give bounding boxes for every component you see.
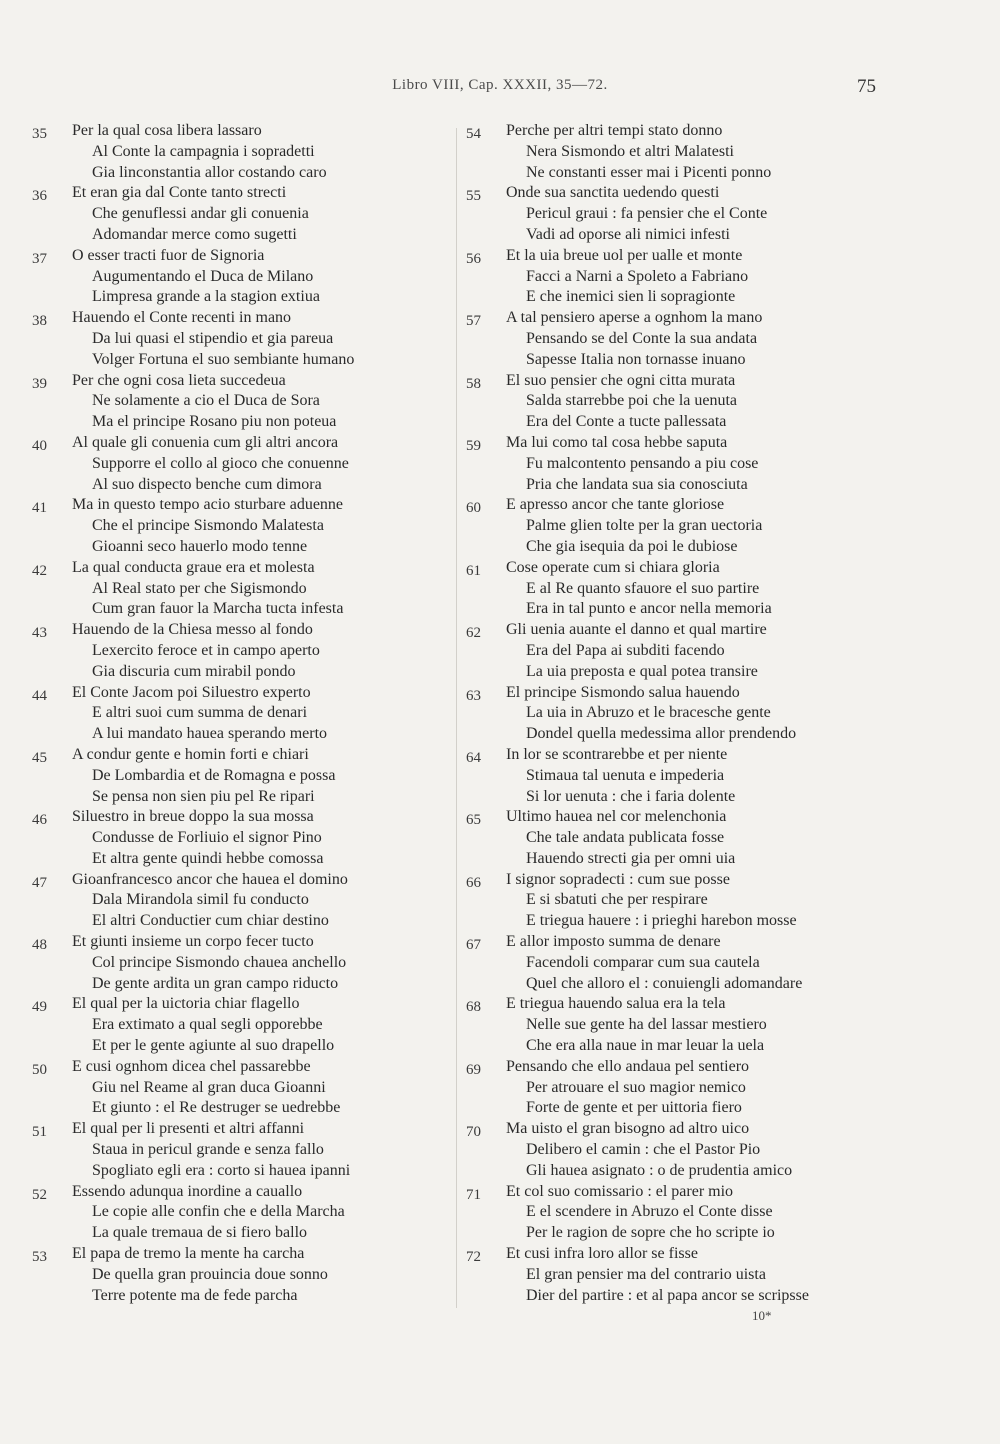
- stanza-number: 45: [32, 749, 47, 766]
- verse-line: Per che ogni cosa lieta succedeua: [72, 371, 286, 389]
- stanza: [32, 371, 452, 433]
- stanza: [466, 308, 906, 370]
- stanza-lines: [72, 433, 452, 495]
- verse-line: Gli hauea asignato : o de prudentia amico: [526, 1161, 793, 1179]
- stanza-number: 52: [32, 1186, 47, 1203]
- verse-line: Hauendo de la Chiesa messo al fondo: [72, 621, 313, 639]
- verse-line: Augumentando el Duca de Milano: [92, 267, 314, 285]
- stanza: [466, 870, 906, 932]
- verse-line: Ma in questo tempo acio sturbare aduenne: [72, 496, 344, 514]
- verse-line: E si sbatuti che per respirare: [526, 891, 708, 909]
- stanza-number: 57: [466, 313, 481, 330]
- verse-line: Ultimo hauea nel cor melenchonia: [506, 808, 727, 826]
- verse-line: Che era alla naue in mar leuar la uela: [526, 1037, 765, 1055]
- stanza-lines: [72, 1182, 452, 1244]
- stanza: [32, 1182, 452, 1244]
- stanza: [32, 683, 452, 745]
- stanza-number: 47: [32, 874, 47, 891]
- verse-line: Era del Papa ai subditi facendo: [526, 641, 725, 659]
- verse-line: Gia linconstantia allor costando caro: [92, 163, 327, 181]
- right-column: [466, 121, 906, 1306]
- verse-line: I signor sopradecti : cum sue posse: [506, 870, 730, 888]
- stanza: [466, 807, 906, 869]
- stanza: [466, 121, 906, 183]
- stanza-lines: [72, 121, 452, 183]
- verse-line: Che tale andata publicata fosse: [526, 829, 725, 847]
- stanza: [32, 246, 452, 308]
- stanza-lines: [506, 683, 906, 745]
- verse-line: In lor se scontrarebbe et per niente: [506, 745, 728, 763]
- stanza: [32, 121, 452, 183]
- stanza-number: 56: [466, 250, 481, 267]
- verse-line: Gia discuria cum mirabil pondo: [92, 662, 296, 680]
- stanza-lines: [72, 870, 452, 932]
- stanza-number: 59: [466, 437, 481, 454]
- stanza-number: 51: [32, 1124, 47, 1141]
- verse-line: Quel che alloro el : conuiengli adomandare: [526, 974, 803, 992]
- stanza: [466, 1244, 906, 1306]
- verse-line: Et eran gia dal Conte tanto strecti: [72, 184, 287, 202]
- verse-line: Gioanfrancesco ancor che hauea el domino: [72, 870, 348, 888]
- verse-line: Pensando che ello andaua pel sentiero: [506, 1057, 750, 1075]
- verse-line: El qual per la uictoria chiar flagello: [72, 995, 300, 1013]
- stanza-number: 70: [466, 1124, 481, 1141]
- verse-line: El gran pensier ma del contrario uista: [526, 1265, 766, 1283]
- verse-line: Lexercito feroce et in campo aperto: [92, 641, 320, 659]
- verse-line: Perche per altri tempi stato donno: [506, 122, 723, 139]
- verse-line: Et altra gente quindi hebbe comossa: [92, 849, 324, 867]
- verse-line: La uia in Abruzo et le bracesche gente: [526, 704, 771, 722]
- verse-line: Et per le gente agiunte al suo drapello: [92, 1037, 335, 1055]
- stanza-number: 54: [466, 126, 481, 142]
- verse-line: Era extimato a qual segli opporebbe: [92, 1016, 323, 1034]
- verse-line: Gioanni seco hauerlo modo tenne: [92, 537, 308, 555]
- stanza-lines: [72, 558, 452, 620]
- stanza-lines: [506, 870, 906, 932]
- verse-line: Ma uisto el gran bisogno ad altro uico: [506, 1120, 750, 1138]
- stanza-lines: [506, 807, 906, 869]
- verse-line: Facendoli comparar cum sua cautela: [526, 953, 760, 971]
- stanza-lines: [506, 183, 906, 245]
- verse-line: Supporre el collo al gioco che conuenne: [92, 454, 349, 472]
- stanza: [32, 433, 452, 495]
- stanza-lines: [506, 994, 906, 1056]
- stanza-lines: [506, 121, 906, 183]
- stanza-lines: [506, 495, 906, 557]
- stanza: [32, 1057, 452, 1119]
- verse-line: Se pensa non sien piu pel Re ripari: [92, 787, 315, 805]
- stanza-number: 68: [466, 999, 481, 1016]
- stanza-lines: [506, 745, 906, 807]
- verse-line: Terre potente ma de fede parcha: [92, 1286, 298, 1304]
- verse-line: Ne solamente a cio el Duca de Sora: [92, 392, 320, 410]
- stanza: [466, 994, 906, 1056]
- verse-line: Palme glien tolte per la gran uectoria: [526, 517, 763, 535]
- stanza: [32, 308, 452, 370]
- verse-line: Staua in pericul grande e senza fallo: [92, 1141, 324, 1159]
- stanza-number: 66: [466, 874, 481, 891]
- stanza-lines: [506, 1057, 906, 1119]
- verse-line: Pericul graui : fa pensier che el Conte: [526, 205, 768, 223]
- verse-line: De gente ardita un gran campo riducto: [92, 974, 339, 992]
- stanza-lines: [72, 807, 452, 869]
- stanza-lines: [506, 558, 906, 620]
- verse-line: De Lombardia et de Romagna e possa: [92, 766, 336, 784]
- page-number: 75: [857, 76, 876, 97]
- verse-line: Salda starrebbe poi che la uenuta: [526, 392, 738, 410]
- stanza-number: 35: [32, 126, 47, 142]
- stanza: [32, 1244, 452, 1306]
- stanza-lines: [72, 183, 452, 245]
- verse-line: Dier del partire : et al papa ancor se scripsse: [526, 1286, 809, 1304]
- running-head: Libro VIII, Cap. XXXII, 35—72.: [392, 77, 608, 93]
- verse-line: Ma lui como tal cosa hebbe saputa: [506, 433, 728, 451]
- verse-line: El qual per li presenti et altri affanni: [72, 1120, 305, 1138]
- verse-line: A lui mandato hauea sperando merto: [92, 725, 328, 743]
- stanza-number: 41: [32, 500, 47, 517]
- verse-line: Limpresa grande a la stagion extiua: [92, 288, 320, 306]
- stanza-number: 48: [32, 937, 47, 954]
- verse-line: Pensando se del Conte la sua andata: [526, 329, 758, 347]
- verse-line: Cose operate cum si chiara gloria: [506, 558, 720, 576]
- verse-line: Che genuflessi andar gli conuenia: [92, 205, 309, 223]
- stanza: [466, 495, 906, 557]
- verse-line: E triegua hauendo salua era la tela: [506, 995, 726, 1013]
- stanza: [466, 246, 906, 308]
- stanza: [466, 1119, 906, 1181]
- verse-line: E apresso ancor che tante gloriose: [506, 496, 725, 514]
- verse-line: Giu nel Reame al gran duca Gioanni: [92, 1078, 326, 1096]
- stanza-lines: [72, 932, 452, 994]
- stanza-lines: [506, 1119, 906, 1181]
- stanza-number: 60: [466, 500, 481, 517]
- stanza-lines: [72, 1244, 452, 1306]
- signature-mark: 10*: [752, 1308, 772, 1323]
- stanza: [466, 183, 906, 245]
- verse-line: Al suo dispecto benche cum dimora: [92, 475, 322, 493]
- stanza-lines: [506, 371, 906, 433]
- stanza-lines: [72, 620, 452, 682]
- stanza-lines: [506, 1182, 906, 1244]
- stanza-number: 72: [466, 1249, 481, 1266]
- stanza-lines: [72, 371, 452, 433]
- verse-line: Delibero el camin : che el Pastor Pio: [526, 1141, 761, 1159]
- stanza-number: 46: [32, 812, 47, 829]
- stanza-lines: [72, 745, 452, 807]
- verse-line: Condusse de Forliuio el signor Pino: [92, 829, 322, 847]
- verse-line: Hauendo strecti gia per omni uia: [526, 849, 736, 867]
- stanza-number: 49: [32, 999, 47, 1016]
- verse-line: El papa de tremo la mente ha carcha: [72, 1245, 305, 1263]
- column-divider: [456, 128, 457, 1308]
- verse-line: Volger Fortuna el suo sembiante humano: [92, 350, 355, 368]
- stanza: [466, 558, 906, 620]
- verse-line: Vadi ad oporse ali nimici infesti: [526, 225, 730, 243]
- verse-line: Dondel quella medessima allor prendendo: [526, 725, 797, 743]
- stanza: [32, 745, 452, 807]
- verse-line: El altri Conductier cum chiar destino: [92, 912, 329, 930]
- verse-line: Forte de gente et per uittoria fiero: [526, 1099, 742, 1117]
- verse-line: El suo pensier che ogni citta murata: [506, 371, 736, 389]
- verse-line: O esser tracti fuor de Signoria: [72, 246, 265, 264]
- stanza-lines: [506, 433, 906, 495]
- verse-line: Dala Mirandola simil fu conducto: [92, 891, 309, 909]
- verse-line: Che gia isequia da poi le dubiose: [526, 537, 738, 555]
- verse-line: Essendo adunqua inordine a cauallo: [72, 1182, 303, 1200]
- stanza: [466, 1057, 906, 1119]
- stanza-lines: [72, 683, 452, 745]
- stanza: [32, 495, 452, 557]
- verse-line: E el scendere in Abruzo el Conte disse: [526, 1203, 773, 1221]
- verse-line: Onde sua sanctita uedendo questi: [506, 184, 720, 202]
- stanza-number: 62: [466, 625, 481, 642]
- verse-line: Per la qual cosa libera lassaro: [72, 122, 262, 139]
- verse-line: Spogliato egli era : corto si hauea ipanni: [92, 1161, 351, 1179]
- verse-line: Era in tal punto e ancor nella memoria: [526, 600, 772, 618]
- stanza-number: 55: [466, 188, 481, 205]
- verse-line: E allor imposto summa de denare: [506, 933, 721, 951]
- verse-line: Cum gran fauor la Marcha tucta infesta: [92, 600, 344, 618]
- stanza: [32, 620, 452, 682]
- verse-line: Al quale gli conuenia cum gli altri ancora: [72, 433, 339, 451]
- stanza: [32, 870, 452, 932]
- stanza-lines: [72, 495, 452, 557]
- stanza-number: 65: [466, 812, 481, 829]
- stanza: [466, 745, 906, 807]
- stanza: [466, 1182, 906, 1244]
- stanza: [466, 371, 906, 433]
- verse-line: Stimaua tal uenuta e impederia: [526, 766, 725, 784]
- stanza-number: 67: [466, 937, 481, 954]
- verse-line: A condur gente e homin forti e chiari: [72, 745, 309, 763]
- verse-line: Fu malcontento pensando a piu cose: [526, 454, 759, 472]
- verse-line: Et giunto : el Re destruger se uedrebbe: [92, 1099, 341, 1117]
- stanza-number: 40: [32, 437, 47, 454]
- verse-line: Al Conte la campagnia i sopradetti: [92, 142, 315, 160]
- verse-line: De quella gran prouincia doue sonno: [92, 1265, 328, 1283]
- stanza-lines: [506, 246, 906, 308]
- stanza-number: 42: [32, 562, 47, 579]
- verse-line: Col principe Sismondo chauea anchello: [92, 953, 347, 971]
- stanza-lines: [506, 1244, 906, 1306]
- left-column: [32, 121, 452, 1306]
- verse-line: La uia preposta e qual potea transire: [526, 662, 758, 680]
- stanza-number: 36: [32, 188, 47, 205]
- stanza-lines: [506, 308, 906, 370]
- verse-line: La quale tremaua de si fiero ballo: [92, 1224, 308, 1242]
- verse-line: Al Real stato per che Sigismondo: [92, 579, 307, 597]
- verse-line: El principe Sismondo salua hauendo: [506, 683, 740, 701]
- stanza-number: 58: [466, 375, 481, 392]
- stanza-lines: [72, 1057, 452, 1119]
- verse-line: Adomandar merce como sugetti: [92, 225, 297, 243]
- verse-line: Sapesse Italia non tornasse inuano: [526, 350, 746, 368]
- stanza-lines: [506, 620, 906, 682]
- stanza-number: 63: [466, 687, 481, 704]
- verse-line: Nera Sismondo et altri Malatesti: [526, 142, 734, 160]
- verse-line: Pria che landata sua sia conosciuta: [526, 475, 748, 493]
- verse-line: Et cusi infra loro allor se fisse: [506, 1245, 698, 1263]
- verse-line: E triegua hauere : i prieghi harebon mosse: [526, 912, 797, 930]
- verse-line: Nelle sue gente ha del lassar mestiero: [526, 1016, 767, 1034]
- stanza: [466, 620, 906, 682]
- stanza: [466, 683, 906, 745]
- verse-line: Per atrouare el suo magior nemico: [526, 1078, 746, 1096]
- verse-line: E al Re quanto sfauore el suo partire: [526, 579, 760, 597]
- stanza-number: 43: [32, 625, 47, 642]
- stanza-number: 71: [466, 1186, 481, 1203]
- stanza-number: 44: [32, 687, 47, 704]
- stanza-number: 53: [32, 1249, 47, 1266]
- stanza: [32, 1119, 452, 1181]
- stanza-lines: [72, 994, 452, 1056]
- stanza-number: 50: [32, 1061, 47, 1078]
- stanza-number: 61: [466, 562, 481, 579]
- verse-line: El Conte Jacom poi Siluestro experto: [72, 683, 311, 701]
- verse-line: Era del Conte a tucte pallessata: [526, 413, 727, 431]
- stanza: [32, 807, 452, 869]
- stanza: [466, 433, 906, 495]
- verse-line: Ma el principe Rosano piu non poteua: [92, 413, 337, 431]
- verse-line: Hauendo el Conte recenti in mano: [72, 309, 292, 327]
- verse-line: Da lui quasi el stipendio et gia pareua: [92, 329, 334, 347]
- verse-line: Facci a Narni a Spoleto a Fabriano: [526, 267, 749, 285]
- verse-line: E cusi ognhom dicea chel passarebbe: [72, 1057, 311, 1075]
- verse-line: Le copie alle confin che e della Marcha: [92, 1203, 345, 1221]
- verse-line: Che el principe Sismondo Malatesta: [92, 517, 324, 535]
- stanza-lines: [72, 1119, 452, 1181]
- verse-line: Et la uia breue uol per ualle et monte: [506, 246, 743, 264]
- verse-line: Gli uenia auante el danno et qual martire: [506, 621, 767, 639]
- stanza-number: 64: [466, 749, 481, 766]
- stanza-lines: [72, 308, 452, 370]
- stanza: [32, 183, 452, 245]
- verse-line: Ne constanti esser mai i Picenti ponno: [526, 163, 772, 181]
- stanza: [32, 558, 452, 620]
- stanza-number: 38: [32, 313, 47, 330]
- verse-line: Et col suo comissario : el parer mio: [506, 1182, 734, 1200]
- stanza: [32, 994, 452, 1056]
- stanza: [32, 932, 452, 994]
- stanza-lines: [506, 932, 906, 994]
- verse-line: Et giunti insieme un corpo fecer tucto: [72, 933, 314, 951]
- verse-line: Si lor uenuta : che i faria dolente: [526, 787, 736, 805]
- stanza-number: 37: [32, 250, 47, 267]
- verse-line: E che inemici sien li sopragionte: [526, 288, 736, 306]
- stanza: [466, 932, 906, 994]
- verse-line: Per le ragion de sopre che ho scripte io: [526, 1224, 775, 1242]
- stanza-number: 39: [32, 375, 47, 392]
- verse-line: E altri suoi cum summa de denari: [92, 704, 308, 722]
- verse-line: La qual conducta graue era et molesta: [72, 558, 315, 576]
- verse-line: A tal pensiero aperse a ognhom la mano: [506, 309, 763, 327]
- verse-line: Siluestro in breue doppo la sua mossa: [72, 808, 314, 826]
- stanza-lines: [72, 246, 452, 308]
- stanza-number: 69: [466, 1061, 481, 1078]
